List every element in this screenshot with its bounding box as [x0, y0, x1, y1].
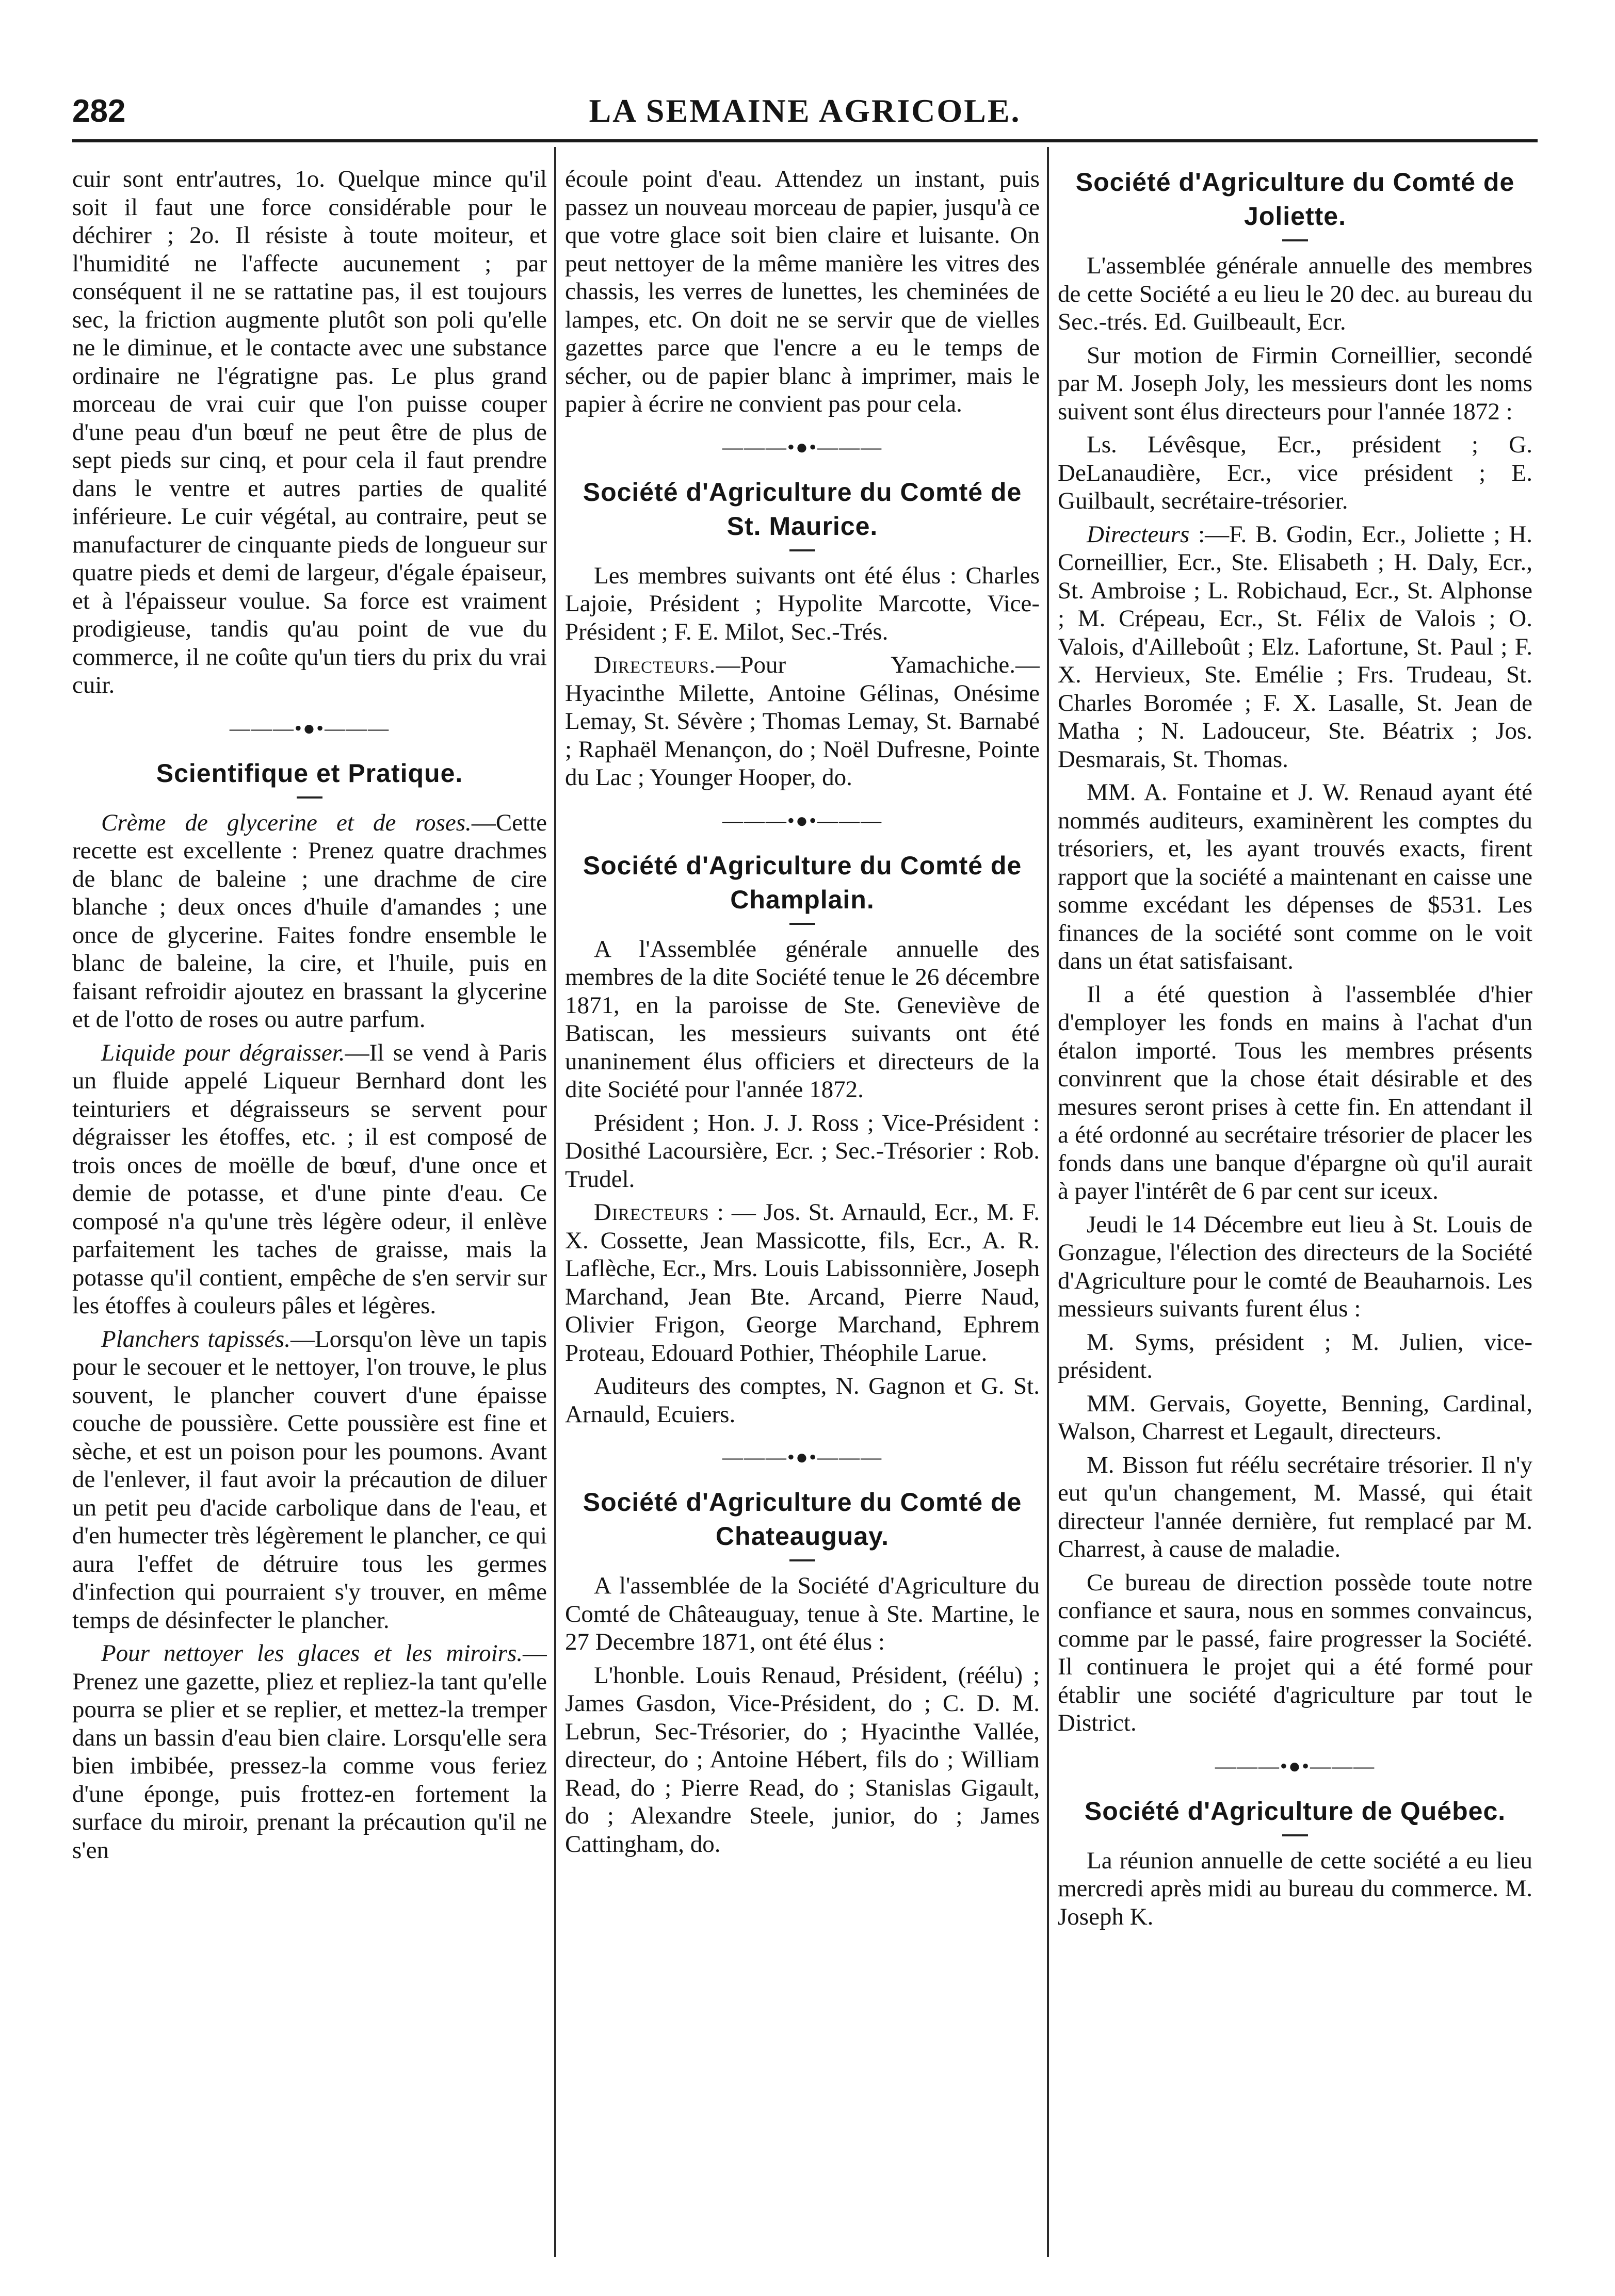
section-title-scientifique: Scientifique et Pratique. — [156, 758, 463, 788]
section-title-line: Société d'Agriculture du Comté de — [583, 851, 1022, 880]
section-title-chateauguay — [565, 1485, 1040, 1553]
champlain-auditors: Auditeurs des comptes, N. Gagnon et G. St. Arnauld, Ecuiers. — [565, 1373, 1040, 1428]
recipe-glycerine-title: Crème de glycerine et de roses. — [101, 809, 472, 836]
joliette-stallion: Il a été question à l'assemblée d'hier d'employer les fonds en mains à l'achat d'un étalon importé. Tous les membres présents convinrent que la chose était désirable et des mesures seront prises à cette fin. En attendant il a été ordonné au secrétaire trésorier de placer les fonds dans une banque d'épargne où qu'il aurait à payer l'intérêt de 6 par cent sur iceux. — [1058, 981, 1532, 1204]
section-ornament: ———•●•——— — [1215, 1754, 1376, 1778]
section-title-line: Chateauguay. — [715, 1522, 890, 1551]
directors-text: :—F. B. Godin, Ecr., Joliette ; H. Corneillier, Ecr., Ste. Elisabeth ; H. Daly, Ecr., St. Ambroise ; L. Robichaud, Ecr., St. Alphonse ; M. Crépeau, Ecr., St. Félix de Valois ; O. Valois, d'Ailleboût ; Elz. Lafortune, St. Paul ; F. X. Hervieux, Ste. Emélie ; Frs. Trudeau, St. Charles Boromée ; F. X. Lasalle, St. Jean de Matha ; N. Ladouceur, Ste. Béatrix ; Jos. Desmarais, St. Thomas. — [1058, 520, 1532, 773]
st-maurice-directors — [565, 651, 1040, 792]
section-title-joliette — [1058, 165, 1532, 233]
recipe-glaces — [72, 1639, 547, 1864]
section-title-line: St. Maurice. — [726, 511, 878, 541]
section-title-line: Société d'Agriculture du Comté de — [583, 1488, 1022, 1517]
section-title-champlain — [565, 849, 1040, 917]
section-title-st-maurice — [565, 475, 1040, 543]
directors-text: —Pour Yamachiche.—Hyacinthe Milette, Antoine Gélinas, Onésime Lemay, St. Sévère ; Thomas Lemay, St. Barnabé ; Raphaël Menançon, do ; Noël Dufresne, Pointe du Lac ; Younger Hooper, do. — [565, 652, 1040, 791]
glaces-continued-text: écoule point d'eau. Attendez un instant, puis passez un nouveau morceau de papier, jusqu'à ce que votre glace soit bien claire et luisante. On peut nettoyer de la même manière les vitres des chassis, les verres de lunettes, les cheminées de lampes, etc. On doit ne se servir que de vielles gazettes parce que l'encre a eu le temps de sécher, ou de papier blanc à imprimer, mais le papier à écrire ne convient pas pour cela. — [565, 166, 1040, 417]
section-title-line: Champlain. — [730, 885, 875, 914]
section-dash — [789, 549, 815, 551]
recipe-degraisser-title: Liquide pour dégraisser. — [101, 1039, 345, 1066]
beauharnois-directors: MM. Gervais, Goyette, Benning, Cardinal, Walson, Charrest et Legault, directeurs. — [1058, 1390, 1532, 1445]
quebec-meeting: La réunion annuelle de cette société a eu lieu mercredi après midi au bureau du commerce. M. Joseph K. — [1058, 1847, 1532, 1930]
section-title-line: Société d'Agriculture du Comté de — [583, 477, 1022, 507]
section-dash — [1282, 239, 1308, 241]
chateauguay-officers: L'honble. Louis Renaud, Président, (réélu) ; James Gasdon, Vice-Président, do ; C. D. M. Lebrun, Sec-Trésorier, do ; Hyacinthe Vallée, directeur, do ; Antoine Hébert, fils do ; William Read, do ; Pierre Read, do ; Stanislas Gigault, do ; Alexandre Steele, junior, do ; James Cattingham, do. — [565, 1662, 1040, 1858]
recipe-planchers-text: —Lorsqu'on lève un tapis pour le secouer et le nettoyer, l'on trouve, le plus souvent, le plancher couvert d'une épaisse couche de poussière. Cette poussière est fine et sèche, et est un poison pour les poumons. Avant de l'enlever, il faut avoir la précaution de diluer un petit peu d'acide carbolique dans de l'eau, et d'en humecter très légèrement le plancher, ce qui aura l'effet de détruire tous les germes d'infection qui pourraient s'y trouver, en même temps de désinfecter le plancher. — [72, 1325, 547, 1634]
page-header — [72, 83, 1538, 142]
recipe-glycerine — [72, 809, 547, 1034]
joliette-directors — [1058, 520, 1532, 774]
section-dash — [789, 923, 815, 925]
recipe-glycerine-text: —Cette recette est excellente : Prenez quatre drachmes de blanc de baleine ; une drachme de cire blanche ; deux onces d'huile d'amandes ; une once de glycerine. Faites fondre ensemble le blanc de baleine, la cire, et l'huile, puis en faisant refroidir ajoutez en brassant la glycerine et de l'otto de roses ou autre parfum. — [72, 809, 547, 1033]
column-rule-left — [554, 147, 556, 2257]
joliette-motion: Sur motion de Firmin Corneillier, secondé par M. Joseph Joly, les messieurs dont les noms suivent sont élus directeurs pour l'année 1872 : — [1058, 341, 1532, 425]
recipe-glaces-title: Pour nettoyer les glaces et les miroirs. — [101, 1640, 523, 1667]
section-ornament: ———•●•——— — [229, 716, 390, 740]
column-left — [72, 165, 547, 2239]
joliette-assembly: L'assemblée générale annuelle des membres de cette Société a eu lieu le 20 dec. au bureau du Sec.-trés. Ed. Guilbeault, Ecr. — [1058, 252, 1532, 335]
section-ornament: ———•●•——— — [722, 1445, 883, 1469]
recipe-degraisser-text: —Il se vend à Paris un fluide appelé Liqueur Bernhard dont les teinturiers et dégraisseurs se servent pour dégraisser les étoffes, etc. ; il est composé de trois onces de moëlle de bœuf, d'une once et demie de potasse, et d'une pinte d'eau. Ce composé n'a qu'une très légère odeur, il enlève parfaitement les taches de graisse, mais la potasse qu'il contient, empêche de s'en servir sur les étoffes à couleurs pâles et légères. — [72, 1039, 547, 1319]
section-dash — [297, 796, 322, 799]
champlain-directors — [565, 1198, 1040, 1367]
joliette-auditors: MM. A. Fontaine et J. W. Renaud ayant été nommés auditeurs, examinèrent les comptes du trésoriers, et, les ayant trouvés exacts, firent rapport que la société a maintenant en caisse une somme excédant les dépenses de $531. Les finances de la société sont comme on le voit dans un état satisfaisant. — [1058, 779, 1532, 974]
recipe-glaces-text: —Prenez une gazette, pliez et repliez-la tant qu'elle pourra se plier et se replier, et mettez-la tremper dans un bassin d'eau bien claire. Lorsqu'elle sera bien imbibée, pressez-la comme vous feriez d'une éponge, puis frottez-en fortement la surface du miroir, prenant la précaution qu'il ne s'en — [72, 1640, 547, 1864]
directors-label: Directeurs — [594, 1199, 709, 1226]
recipe-planchers — [72, 1325, 547, 1635]
journal-title: LA SEMAINE AGRICOLE. — [589, 92, 1021, 129]
champlain-assembly: A l'Assemblée générale annuelle des membres de la dite Société tenue le 26 décembre 1871, en la paroisse de Ste. Geneviève de Batiscan, les messieurs suivants ont été unaninement élus officiers et directeurs de la dite Société pour l'année 1872. — [565, 935, 1040, 1103]
section-dash — [789, 1559, 815, 1561]
recipe-degraisser — [72, 1039, 547, 1320]
section-ornament: ———•●•——— — [722, 435, 883, 459]
section-title-line: Joliette. — [1244, 202, 1346, 231]
st-maurice-elected: Les membres suivants ont été élus : Charles Lajoie, Président ; Hypolite Marcotte, Vice-Président ; F. E. Milot, Sec.-Trés. — [565, 562, 1040, 645]
section-title-line: Société d'Agriculture du Comté de — [1075, 168, 1515, 197]
column-right — [1058, 165, 1532, 2239]
column-middle — [565, 165, 1040, 2239]
champlain-officers: Président ; Hon. J. J. Ross ; Vice-Président : Dosithé Lacoursière, Ecr. ; Sec.-Trésorier : Rob. Trudel. — [565, 1109, 1040, 1193]
section-title-quebec: Société d'Agriculture de Québec. — [1084, 1796, 1506, 1826]
beauharnois-election: Jeudi le 14 Décembre eut lieu à St. Louis de Gonzague, l'élection des directeurs de la Société d'Agriculture pour le comté de Beauharnois. Les messieurs suivants furent élus : — [1058, 1211, 1532, 1322]
joliette-officers: Ls. Lévêsque, Ecr., président ; G. DeLanaudière, Ecr., vice président ; E. Guilbault, secrétaire-trésorier. — [1058, 431, 1532, 514]
directors-label: Directeurs — [1087, 520, 1190, 548]
chateauguay-assembly: A l'assemblée de la Société d'Agriculture du Comté de Châteauguay, tenue à Ste. Martine, le 27 Decembre 1871, ont été élus : — [565, 1572, 1040, 1655]
column-rule-right — [1047, 147, 1049, 2257]
leather-article-text: cuir sont entr'autres, 1o. Quelque mince qu'il soit il faut une force considérable pour le déchirer ; 2o. Il résiste à toute moiteur, et l'humidité ne l'affecte aucunement ; par conséquent il ne se rattatine pas, il est toujours sec, la friction augmente plutôt son poli qu'elle ne le diminue, et le contacte avec une substance ordinaire ne l'égratigne pas. Le plus grand morceau de vrai cuir que l'on puisse couper d'une peau d'un bœuf ne peut être de plus de sept pieds sur cinq, et pour cela il faut prendre dans le ventre et autres parties de qualité inférieure. Le cuir végétal, au contraire, peut se manufacturer de cinquante pieds de longueur sur quatre pieds et demi de largeur, d'égale épaiseur, et à l'épaisseur voulue. Sa force est vraiment prodigieuse, tandis qu'au point de vue du commerce, il ne coûte qu'un tiers du prix du vrai cuir. — [72, 166, 547, 698]
beauharnois-confidence: Ce bureau de direction possède toute notre confiance et saura, nous en sommes convaincus, comme par le passé, faire progresser la Société. Il continuera le projet qui a été formé pour établir une société d'agriculture par tout le District. — [1058, 1569, 1532, 1736]
page-number: 282 — [72, 93, 126, 129]
directors-label: Directeurs. — [594, 652, 716, 678]
beauharnois-secretary: M. Bisson fut réélu secrétaire trésorier. Il n'y eut qu'un changement, M. Massé, qui était directeur l'année dernière, fut remplacé par M. Charrest, à cause de maladie. — [1058, 1451, 1532, 1562]
recipe-planchers-title: Planchers tapissés. — [101, 1325, 290, 1353]
beauharnois-president: M. Syms, président ; M. Julien, vice-président. — [1058, 1328, 1532, 1383]
section-ornament: ———•●•——— — [722, 808, 883, 832]
section-dash — [1282, 1834, 1308, 1836]
directors-text: : — Jos. St. Arnauld, Ecr., M. F. X. Cossette, Jean Massicotte, fils, Ecr., A. R. Laflèche, Ecr., Mrs. Louis Labissonnière, Joseph Marchand, Jean Bte. Arcand, Pierre Naud, Olivier Frigon, George Marchand, Ephrem Proteau, Edouard Pothier, Théophile Larue. — [565, 1199, 1040, 1366]
